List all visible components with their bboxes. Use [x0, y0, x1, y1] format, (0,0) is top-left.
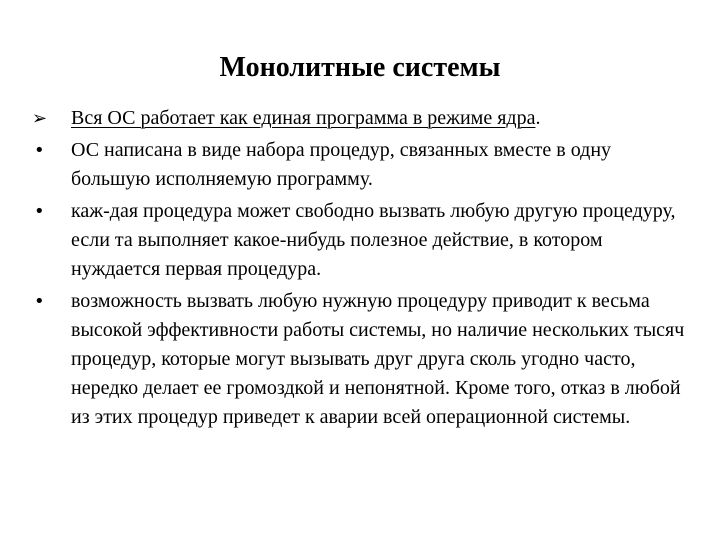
- list-item: [30, 104, 690, 133]
- bullet-text-tail: .: [535, 107, 541, 129]
- arrow-bullet-icon: ➢: [32, 108, 48, 129]
- slide-title: Монолитные системы: [219, 52, 501, 83]
- dot-bullet-icon: •: [34, 140, 45, 161]
- list-item: [30, 287, 690, 432]
- list-item: [30, 197, 690, 284]
- dot-bullet-icon: •: [34, 201, 45, 222]
- list-item: [30, 136, 690, 194]
- dot-bullet-icon: •: [34, 291, 45, 312]
- bullet-text: каж-дая процедура может свободно вызвать любую другую процедуру, если та выполняет какое-нибудь полезное действие, в котором нуждается первая процедура.: [71, 200, 676, 280]
- bullet-list: [30, 104, 690, 435]
- bullet-text-underlined: Вся ОС работает как единая программа в режиме ядра: [71, 107, 536, 129]
- bullet-text: возможность вызвать любую нужную процедуру приводит к весьма высокой эффективности работы системы, но наличие нескольких тысяч процедур, которые могут вызывать друг друга сколь угодно часто, нередко делает ее громоздкой и непонятной. Кроме того, отказ в любой из этих процедур приведет к аварии всей операционной системы.: [71, 290, 685, 428]
- bullet-text: ОС написана в виде набора процедур, связанных вместе в одну большую исполняемую программу.: [71, 139, 612, 190]
